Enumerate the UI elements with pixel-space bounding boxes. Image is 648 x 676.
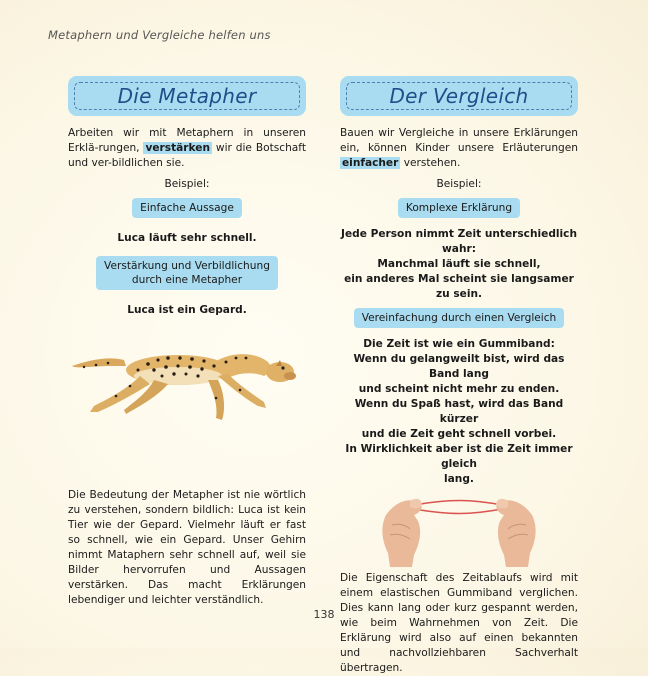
comparison-pill-complex: Komplexe Erklärung [398, 198, 520, 218]
metaphor-statement-2: Luca ist ein Gepard. [127, 304, 247, 316]
comparison-column [340, 76, 578, 676]
comparison-statement-2-line4: Wenn du Spaß hast, wird das Band kürzer [354, 398, 564, 425]
comparison-statement-1-line1: Jede Person nimmt Zeit unterschiedlich wahr: [341, 228, 577, 255]
cheetah-icon [68, 336, 306, 426]
metaphor-pill-enhancement-line2: durch eine Metapher [131, 274, 243, 286]
running-head: Metaphern und Vergleiche helfen uns [48, 28, 271, 42]
metaphor-example-label: Beispiel: [164, 178, 210, 190]
comparison-statement-1-line2: Manchmal läuft sie schnell, [377, 258, 541, 270]
comparison-statement-2-line6: In Wirklichkeit aber ist die Zeit immer gleich [345, 443, 573, 470]
comparison-statement-1 [340, 227, 578, 302]
comparison-title: Der Vergleich [389, 84, 529, 108]
metaphor-intro-highlight: verstärken [145, 142, 210, 154]
comparison-statement-2-line2: Wenn du gelangweilt bist, wird das Band lang [353, 353, 565, 380]
comparison-statement-1-line3: ein anderes Mal scheint sie langsamer zu sein. [344, 273, 574, 300]
metaphor-statement-1: Luca läuft sehr schnell. [117, 232, 257, 244]
metaphor-intro-text: Arbeiten wir mit Metaphern in unseren Erklä-rungen, [68, 127, 306, 154]
comparison-statement-2-line3: und scheint nicht mehr zu enden. [358, 383, 560, 395]
metaphor-intro [68, 126, 306, 171]
metaphor-title-box [68, 76, 306, 116]
comparison-intro-highlight: einfacher [342, 157, 399, 169]
comparison-body: Die Eigenschaft des Zeitablaufs wird mit einem elastischen Gummiband verglichen. Dies kann lang oder kurz gespannt werden, wie beim Wahrnehmen von Zeit. Die Erklärung wird also auf einen bekannten und nachvollziehbaren Sachverhalt übertragen. [340, 572, 578, 674]
comparison-intro-text: Bauen wir Vergleiche in unsere Erklärungen ein, können Kinder unsere Erläuterungen [340, 127, 578, 154]
metaphor-intro-text-end: wir die Botschaft und ver-bildlichen sie. [68, 142, 306, 169]
comparison-statement-2-line7: lang. [444, 473, 474, 485]
hands-rubber-band-icon [340, 491, 578, 567]
metaphor-pill-enhancement-line1: Verstärkung und Verbildlichung [104, 260, 270, 272]
page-number: 138 [313, 608, 335, 621]
comparison-intro-text-end: verstehen. [400, 157, 461, 169]
comparison-statement-2 [340, 337, 578, 487]
metaphor-column [68, 76, 306, 608]
comparison-pill-simplification: Vereinfachung durch einen Vergleich [354, 308, 565, 328]
comparison-intro [340, 126, 578, 171]
comparison-title-box [340, 76, 578, 116]
metaphor-pill-enhancement [96, 256, 278, 290]
metaphor-body: Die Bedeutung der Metapher ist nie wörtlich zu verstehen, sondern bildlich: Luca ist kein Tier wie der Gepard. Vielmehr läuft er fast so schnell, wie ein Gepard. Unser Gehirn nimmt Mataphern sehr schnell auf, weil sie Bilder hervorrufen und Aussagen verstärken. Das macht Erklärungen lebendiger und leichter verständlich. [68, 489, 306, 606]
comparison-example-label: Beispiel: [436, 178, 482, 190]
metaphor-title: Die Metapher [117, 84, 257, 108]
rubber-band-image [340, 491, 578, 567]
comparison-statement-2-line1: Die Zeit ist wie ein Gummiband: [363, 338, 555, 350]
comparison-statement-2-line5: und die Zeit geht schnell vorbei. [361, 428, 557, 440]
metaphor-pill-simple-statement: Einfache Aussage [132, 198, 242, 218]
cheetah-image [68, 336, 306, 426]
